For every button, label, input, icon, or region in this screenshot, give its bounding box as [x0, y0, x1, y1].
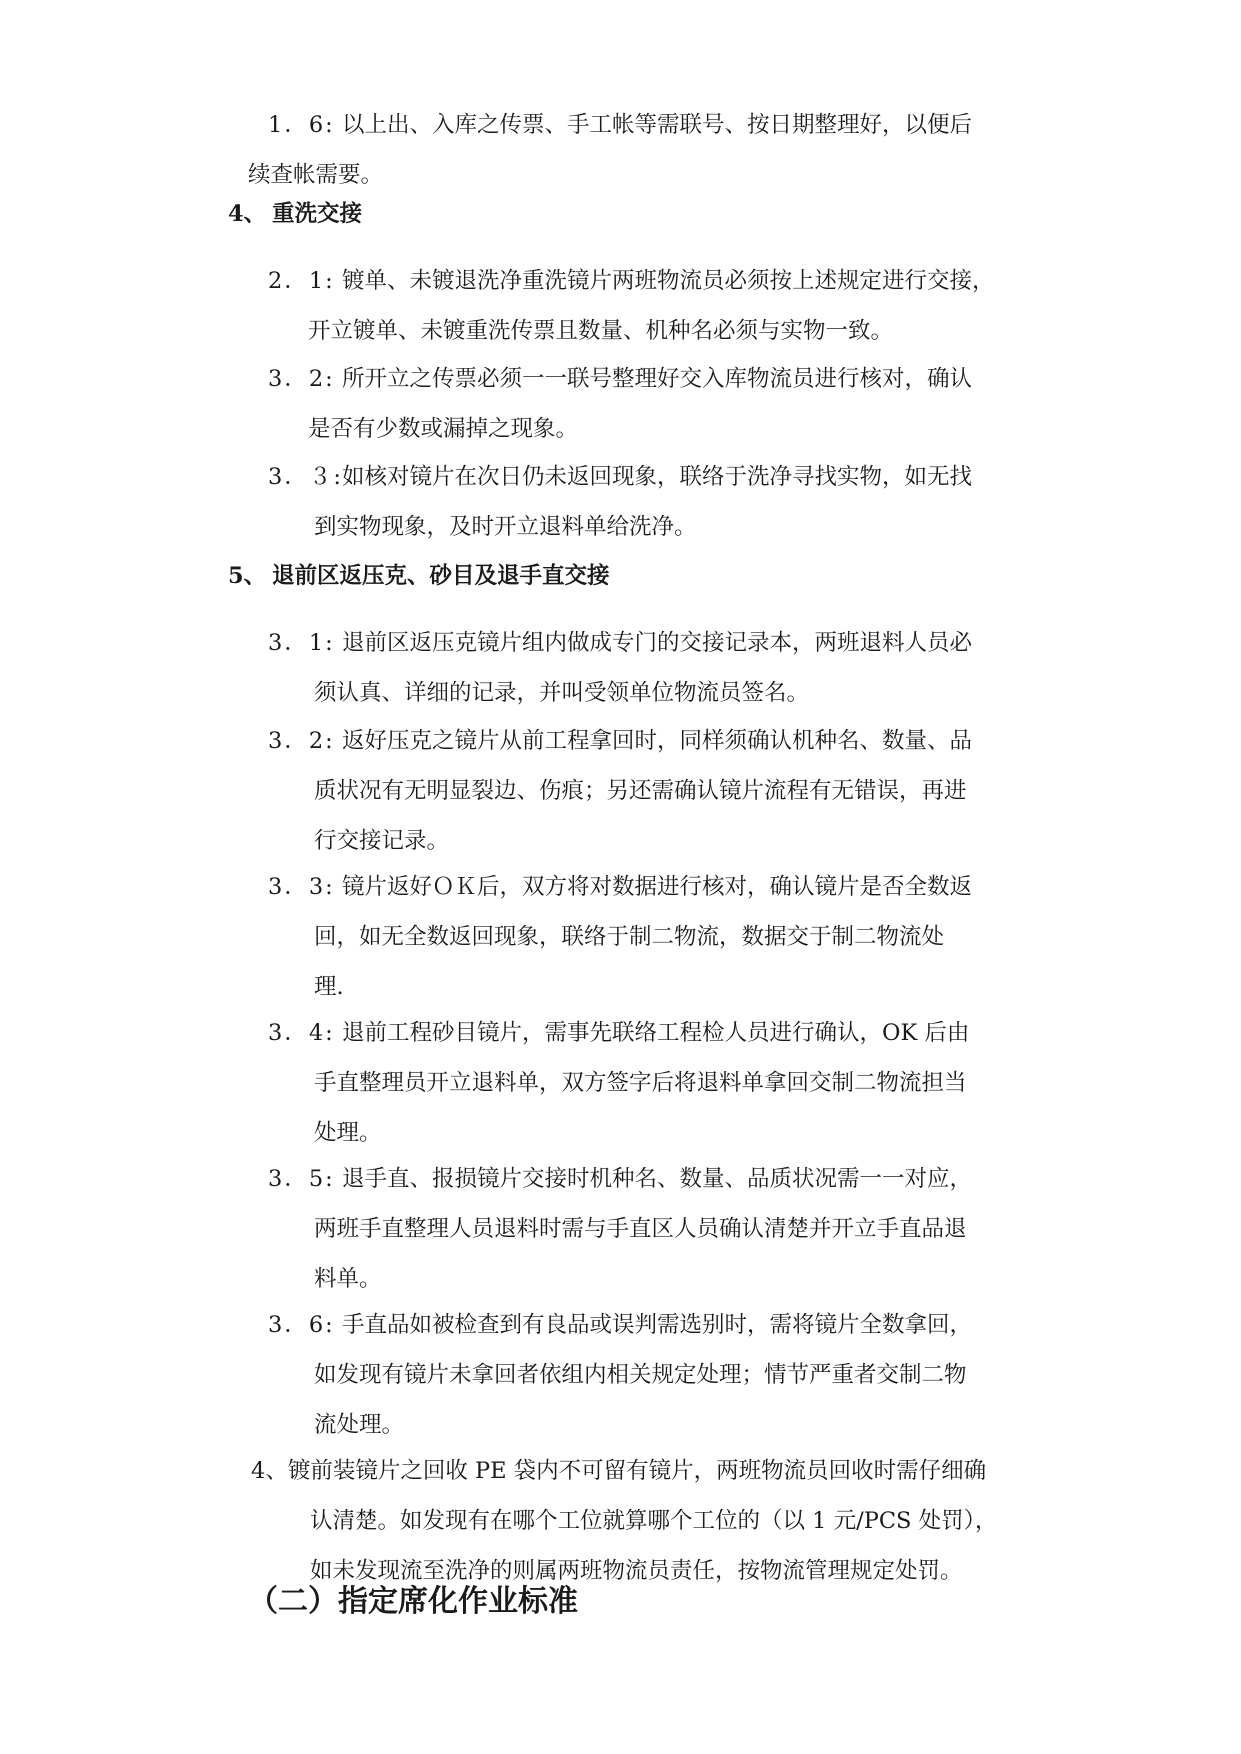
clause-continuation: 手直整理员开立退料单，双方签字后将退料单拿回交制二物流担当	[314, 1070, 967, 1096]
paragraph-continuation: 认清楚。如发现有在哪个工位就算哪个工位的（以 1 元/PCS 处罚），	[310, 1508, 998, 1534]
clause-text: 以上出、入库之传票、手工帐等需联号、按日期整理好，以便后	[342, 112, 973, 138]
clause-3-5	[268, 1154, 972, 1304]
clause-number: 3．3:	[268, 874, 335, 900]
clause-number: 1．6:	[268, 112, 335, 138]
clause-1-6	[248, 100, 973, 200]
heading-5	[228, 556, 610, 596]
clause-continuation: 料单。	[314, 1266, 382, 1292]
clause-text: 退前区返压克镜片组内做成专门的交接记录本，两班退料人员必	[342, 630, 973, 656]
clause-3-3-rewash	[268, 452, 972, 552]
paragraph-text: 4、镀前装镜片之回收 PE 袋内不可留有镜片，两班物流员回收时需仔细确	[251, 1458, 987, 1484]
paragraph-4	[251, 1446, 997, 1596]
clause-continuation: 到实物现象，及时开立退料单给洗净。	[314, 514, 697, 540]
heading-4	[228, 194, 362, 234]
clause-continuation: 回，如无全数返回现象，联络于制二物流，数据交于制二物流处	[314, 924, 945, 950]
clause-continuation: 开立镀单、未镀重洗传票且数量、机种名必须与实物一致。	[308, 318, 894, 344]
clause-continuation: 行交接记录。	[314, 828, 450, 854]
clause-continuation: 是否有少数或漏掉之现象。	[308, 416, 579, 442]
clause-3-2-rewash	[268, 354, 972, 454]
clause-number: 3．1:	[268, 630, 335, 656]
clause-text: 如核对镜片在次日仍未返回现象，联络于洗净寻找实物，如无找	[342, 464, 973, 490]
clause-number: 3．2:	[268, 366, 335, 392]
clause-3-2	[268, 716, 972, 866]
clause-continuation: 处理。	[314, 1120, 382, 1146]
clause-text: 镀单、未镀退洗净重洗镜片两班物流员必须按上述规定进行交接，	[342, 268, 995, 294]
clause-text: 返好压克之镜片从前工程拿回时，同样须确认机种名、数量、品	[342, 728, 973, 754]
clause-3-3	[268, 862, 972, 1012]
clause-number: 3．３:	[268, 464, 343, 490]
clause-number: 3．6:	[268, 1312, 335, 1338]
heading-title: 重洗交接	[272, 201, 363, 227]
clause-continuation: 质状况有无明显裂边、伤痕；另还需确认镜片流程有无错误，再进	[314, 778, 967, 804]
heading-number: 4、	[228, 201, 267, 227]
clause-continuation: 流处理。	[314, 1412, 405, 1438]
clause-continuation: 两班手直整理人员退料时需与手直区人员确认清楚并开立手直品退	[314, 1216, 967, 1242]
clause-text: 镜片返好ＯＫ后，双方将对数据进行核对，确认镜片是否全数返	[342, 874, 973, 900]
clause-number: 3．5:	[268, 1166, 335, 1192]
clause-continuation: 须认真、详细的记录，并叫受领单位物流员签名。	[314, 680, 810, 706]
clause-continuation: 续查帐需要。	[248, 162, 384, 188]
heading-number: 5、	[228, 563, 267, 589]
clause-continuation: 如发现有镜片未拿回者依组内相关规定处理；情节严重者交制二物	[314, 1362, 967, 1388]
heading-title: 退前区返压克、砂目及退手直交接	[272, 563, 610, 589]
paragraph-continuation: 如未发现流至洗净的则属两班物流员责任，按物流管理规定处罚。	[310, 1558, 963, 1584]
clause-continuation: 理.	[314, 974, 344, 1000]
clause-3-4	[268, 1008, 969, 1158]
clause-text: 退前工程砂目镜片，需事先联络工程检人员进行确认，OK 后由	[342, 1020, 970, 1046]
clause-number: 3．4:	[268, 1020, 335, 1046]
clause-2-1	[268, 256, 995, 356]
clause-number: 2．1:	[268, 268, 335, 294]
clause-text: 所开立之传票必须一一联号整理好交入库物流员进行核对，确认	[342, 366, 973, 392]
clause-number: 3．2:	[268, 728, 335, 754]
clause-text: 手直品如被检查到有良品或误判需选别时，需将镜片全数拿回，	[342, 1312, 973, 1338]
clause-text: 退手直、报损镜片交接时机种名、数量、品质状况需一一对应，	[342, 1166, 973, 1192]
section-heading: （二）指定席化作业标准	[248, 1584, 578, 1619]
clause-3-6	[268, 1300, 972, 1450]
clause-3-1	[268, 618, 972, 718]
